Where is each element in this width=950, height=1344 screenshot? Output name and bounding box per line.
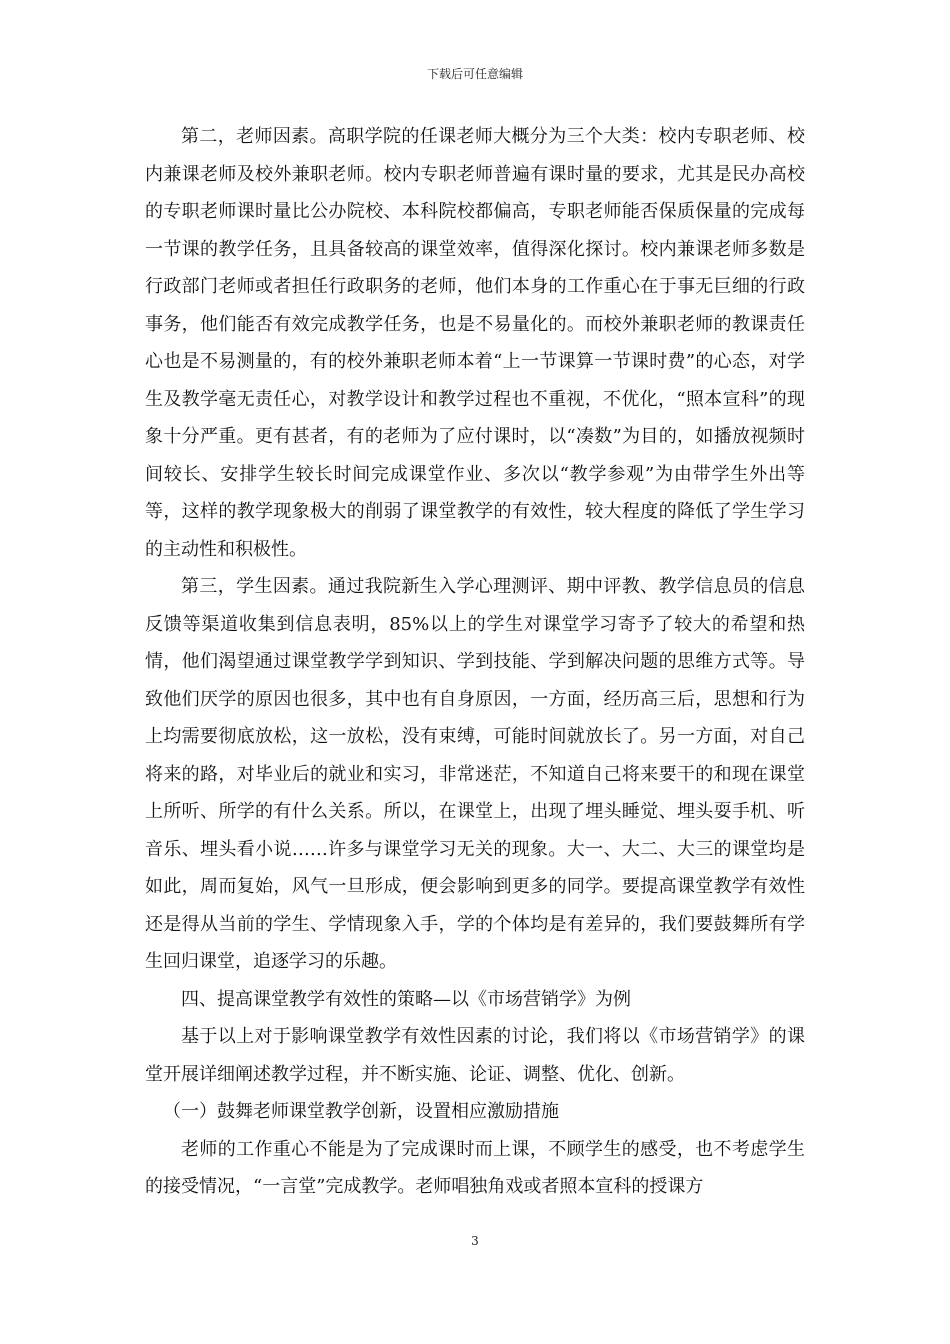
paragraph-strategies-intro: 基于以上对于影响课堂教学有效性因素的讨论，我们将以《市场营销学》的课堂开展详细阐述教学过程，并不断实施、论证、调整、优化、创新。 — [145, 1026, 805, 1085]
document-body — [145, 118, 805, 1206]
section-heading-strategies: 四、提高课堂教学有效性的策略—以《市场营销学》为例 — [181, 988, 631, 1010]
paragraph-teacher-focus: 老师的工作重心不能是为了完成课时而上课，不顾学生的感受，也不考虑学生的接受情况，“一言堂”完成教学。老师唱独角戏或者照本宣科的授课方 — [145, 1138, 805, 1197]
paragraph-student-factors: 第三，学生因素。通过我院新生入学心理测评、期中评教、教学信息员的信息反馈等渠道收集到信息表明，85%以上的学生对课堂学习寄予了较大的希望和热情，他们渴望通过课堂教学学到知识、学到技能、学到解决问题的思维方式等。导致他们厌学的原因也很多，其中也有自身原因，一方面，经历高三后，思想和行为上均需要彻底放松，这一放松，没有束缚，可能时间就放长了。另一方面，对自己将来的路，对毕业后的就业和实习，非常迷茫，不知道自己将来要干的和现在课堂上所听、所学的有什么关系。所以，在课堂上，出现了埋头睡觉、埋头耍手机、听音乐、埋头看小说……许多与课堂学习无关的现象。大一、大二、大三的课堂均是如此，周而复始，风气一旦形成，便会影响到更多的同学。要提高课堂教学有效性还是得从当前的学生、学情现象入手，学的个体均是有差异的，我们要鼓舞所有学生回归课堂，追逐学习的乐趣。 — [145, 576, 805, 972]
paragraph-teacher-factors: 第二，老师因素。高职学院的任课老师大概分为三个大类：校内专职老师、校内兼课老师及校外兼职老师。校内专职老师普遍有课时量的要求，尤其是民办高校的专职老师课时量比公办院校、本科院校都偏高，专职老师能否保质保量的完成每一节课的教学任务，且具备较高的课堂效率，值得深化探讨。校内兼课老师多数是行政部门老师或者担任行政职务的老师，他们本身的工作重心在于事无巨细的行政事务，他们能否有效完成教学任务，也是不易量化的。而校外兼职老师的教课责任心也是不易测量的，有的校外兼职老师本着“上一节课算一节课时费”的心态，对学生及教学毫无责任心，对教学设计和教学过程也不重视，不优化，“照本宣科”的现象十分严重。更有甚者，有的老师为了应付课时，以“凑数”为目的，如播放视频时间较长、安排学生较长时间完成课堂作业、多次以“教学参观”为由带学生外出等等，这样的教学现象极大的削弱了课堂教学的有效性，较大程度的降低了学生学习的主动性和积极性。 — [145, 126, 805, 560]
page-header-note: 下载后可任意编辑 — [426, 67, 523, 81]
subsection-heading-1: （一）鼓舞老师课堂教学创新，设置相应激励措施 — [163, 1101, 559, 1122]
page-number: 3 — [471, 1234, 479, 1248]
